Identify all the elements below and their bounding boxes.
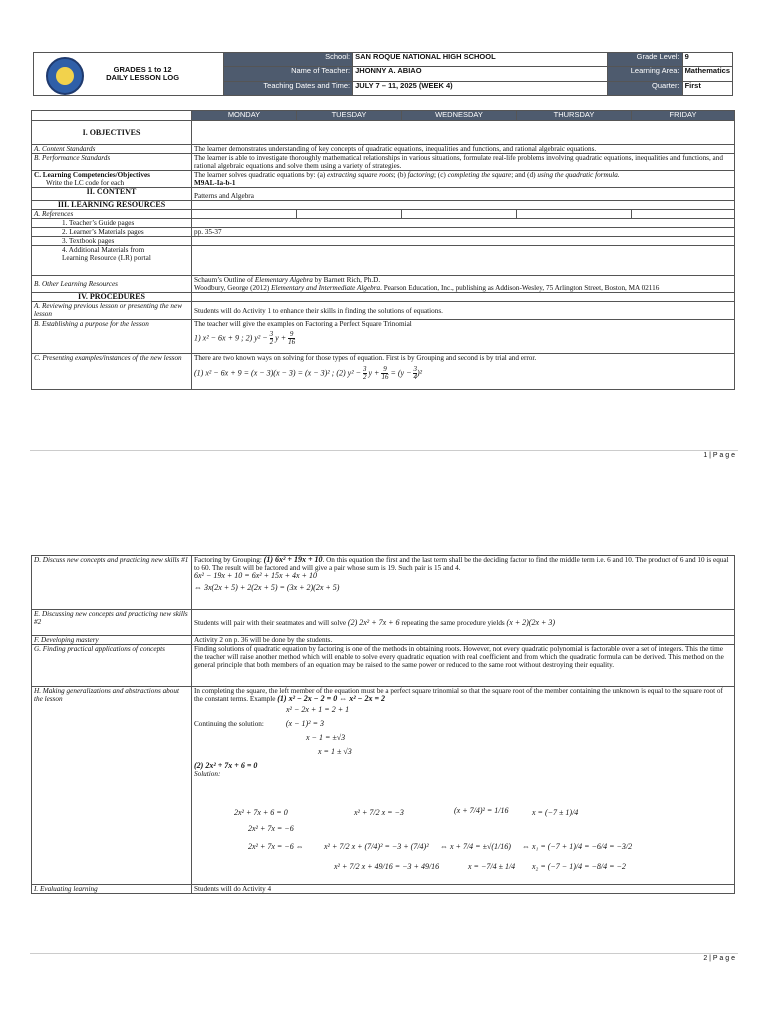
- proc-b-math: 1) x² − 6x + 9 ; 2) y² − $\frac{3}{2}$ y + $\frac{9}{16}$: [194, 330, 296, 346]
- proc-h-label: H. Making generalizations and abstractions about the lesson: [32, 687, 192, 885]
- lm-pages: pp. 35-37: [192, 228, 735, 237]
- other-resources: Schaum’s Outline of Elementary Algebra by Barnett Rich, Ph.D. Woodbury, George (2012) Elementary and Intermediate Algebra. Pearson Education, Inc., publishing as Addison-Wesley, 75 Arlington Street, Boston, MA 02116: [192, 276, 735, 293]
- page-number-2: 2 | P a g e: [703, 955, 735, 962]
- quarter-value: First: [682, 81, 732, 95]
- lr-portal-label: 4. Additional Materials from Learning Resource (LR) portal: [32, 246, 192, 276]
- lesson-table-page2: [31, 555, 735, 894]
- resources-heading: III. LEARNING RESOURCES: [32, 201, 192, 210]
- page-number-1: 1 | P a g e: [703, 452, 735, 459]
- proc-d: Factoring by Grouping: (1) 6x² + 19x + 10. On this equation the first and the last term shall be the deciding factor to find the middle term i.e. 6 and 10. The product of 6 and 10 is equal to 60. The result will be factored and will give a pair whose sum is 19. Such pair is 15 and 4. 6x² − 19x + 10 = 6x² + 15x + 4x + 10 ⇔ 3x(2x + 5) + 2(2x + 5) = (3x + 2)(2x + 5): [192, 556, 735, 610]
- proc-f: Activity 2 on p. 36 will be done by the students.: [192, 636, 735, 645]
- proc-h: In completing the square, the left member of the equation must be a perfect square trinomial so that the square root of the member containing the unknown is equal to the square root of the constant terms. Example (1) x² − 2x − 2 = 0 ⇔ x² − 2x = 2 x² − 2x + 1 = 2 + 1 Continuing the solution: (x − 1)² = 3 x − 1 = ±√3 x = 1 ± √3 (2) 2x² + 7x + 6 = 0 Solution: 2x² + 7x + 6 = 0 2x² + 7x = −6 2x² + 7x = −6 ⇔ x² + 7/2 x = −3 x² + 7/2 x + (7/4)² = −3 + (7/4)² x² + 7/2 x + 49/16 = −3 + 49/16 (x + 7/4)² = 1/16 ⇔ x + 7/4 = ±√(1/16) x = −7/4 ± 1/4 x = (−7 ± 1)/4 ⇔ x₁ = (−7 + 1)/4 = −6/4 = −3/2 x₂ = (−7 − 1)/4 = −8/4 = −2: [192, 687, 735, 885]
- proc-e-label: E. Discussing new concepts and practicing new skills #2: [32, 610, 192, 636]
- proc-g-label: G. Finding practical applications of concepts: [32, 645, 192, 687]
- references-label: A. References: [32, 210, 192, 219]
- school-value: SAN ROQUE NATIONAL HIGH SCHOOL: [353, 53, 608, 67]
- proc-b: The teacher will give the examples on Factoring a Perfect Square Trinomial 1) x² − 6x + 9 ; 2) y² − $\frac{3}{2}$ y + $\frac{9}{16}$: [192, 320, 735, 354]
- lm-pages-label: 2. Learner’s Materials pages: [32, 228, 192, 237]
- quarter-label: Quarter:: [608, 81, 682, 95]
- area-label: Learning Area:: [608, 67, 682, 81]
- competency: The learner solves quadratic equations by: (a) extracting square roots; (b) factoring; (c) completing the square; and (d) using the quadratic formula. M9AL-Ia-b-1: [192, 171, 735, 188]
- proc-i-label: I. Evaluating learning: [32, 885, 192, 894]
- competency-label: C. Learning Competencies/Objectives Write the LC code for each: [32, 171, 192, 188]
- proc-a-label: A. Reviewing previous lesson or presenting the new lesson: [32, 302, 192, 320]
- grade-label: Grade Level:: [608, 53, 682, 67]
- performance-standards: The learner is able to investigate thoroughly mathematical relationships in various situations, formulate real-life problems involving quadratic equations, inequalities and functions, and rational algebraic equations and solve them using a variety of strategies.: [192, 154, 735, 171]
- proc-a: Students will do Activity 1 to enhance their skills in finding the solutions of equations.: [192, 302, 735, 320]
- day-wednesday: WEDNESDAY: [402, 111, 517, 121]
- content-standards: The learner demonstrates understanding of key concepts of quadratic equations, inequalities and functions, and rational algebraic equations.: [192, 145, 735, 154]
- lesson-table-page1: [31, 110, 735, 390]
- proc-c: There are two known ways on solving for those types of equation. First is by Grouping and second is by trial and error. (1) x² − 6x + 9 = (x − 3)(x − 3) = (x − 3)² ; (2) y² − $\frac{3}{2}$ y + $\frac{9}{16}$ = (y − $\frac{3}{4}$ )²: [192, 354, 735, 390]
- procedures-heading: IV. PROCEDURES: [32, 293, 192, 302]
- school-label: School:: [224, 53, 353, 67]
- day-tuesday: TUESDAY: [297, 111, 402, 121]
- other-resources-label: B. Other Learning Resources: [32, 276, 192, 293]
- content-standards-label: A. Content Standards: [32, 145, 192, 154]
- area-value: Mathematics: [682, 67, 732, 81]
- proc-g: Finding solutions of quadratic equation by factoring is one of the methods in obtaining roots. However, not every quadratic polynomial is factorable over a set of integers. This the time the teacher will raise another method which will enable to solve every quadratic equation with real coefficient and from which the quadratic formula can be derived. This method on the general principle that both members of an equation may be raised to the same power or reduced to the same root without destroying their equality.: [192, 645, 735, 687]
- title-line1: GRADES 1 to 12: [113, 65, 172, 74]
- header-table: [33, 52, 733, 96]
- content-value: Patterns and Algebra: [192, 188, 735, 201]
- proc-f-label: F. Developing mastery: [32, 636, 192, 645]
- teacher-value: JHONNY A. ABIAO: [353, 67, 608, 81]
- lc-code: M9AL-Ia-b-1: [194, 179, 236, 187]
- lr-portal: [192, 246, 735, 276]
- textbook-pages-label: 3. Textbook pages: [32, 237, 192, 246]
- day-monday: MONDAY: [192, 111, 297, 121]
- textbook-pages: [192, 237, 735, 246]
- proc-e: Students will pair with their seatmates and will solve (2) 2x² + 7x + 6 repeating the same procedure yields (x + 2)(2x + 3): [192, 610, 735, 636]
- performance-standards-label: B. Performance Standards: [32, 154, 192, 171]
- content-heading: II. CONTENT: [32, 188, 192, 201]
- proc-i: Students will do Activity 4: [192, 885, 735, 894]
- day-friday: FRIDAY: [632, 111, 735, 121]
- title-line2: DAILY LESSON LOG: [106, 73, 180, 82]
- day-thursday: THURSDAY: [517, 111, 632, 121]
- dates-label: Teaching Dates and Time:: [224, 81, 353, 95]
- proc-b-label: B. Establishing a purpose for the lesson: [32, 320, 192, 354]
- header-title: [34, 53, 224, 96]
- tg-pages: [192, 219, 735, 228]
- teacher-label: Name of Teacher:: [224, 67, 353, 81]
- tg-pages-label: 1. Teacher’s Guide pages: [32, 219, 192, 228]
- grade-value: 9: [682, 53, 732, 67]
- objectives-heading: I. OBJECTIVES: [32, 121, 192, 145]
- proc-c-math: (1) x² − 6x + 9 = (x − 3)(x − 3) = (x − 3)² ; (2) y² − $\frac{3}{2}$ y + $\frac{9}{16}$ = (y − $\frac{3}{4}$ )²: [194, 365, 423, 381]
- dates-value: JULY 7 – 11, 2025 (WEEK 4): [353, 81, 608, 95]
- proc-d-label: D. Discuss new concepts and practicing new skills #1: [32, 556, 192, 610]
- proc-c-label: C. Presenting examples/instances of the new lesson: [32, 354, 192, 390]
